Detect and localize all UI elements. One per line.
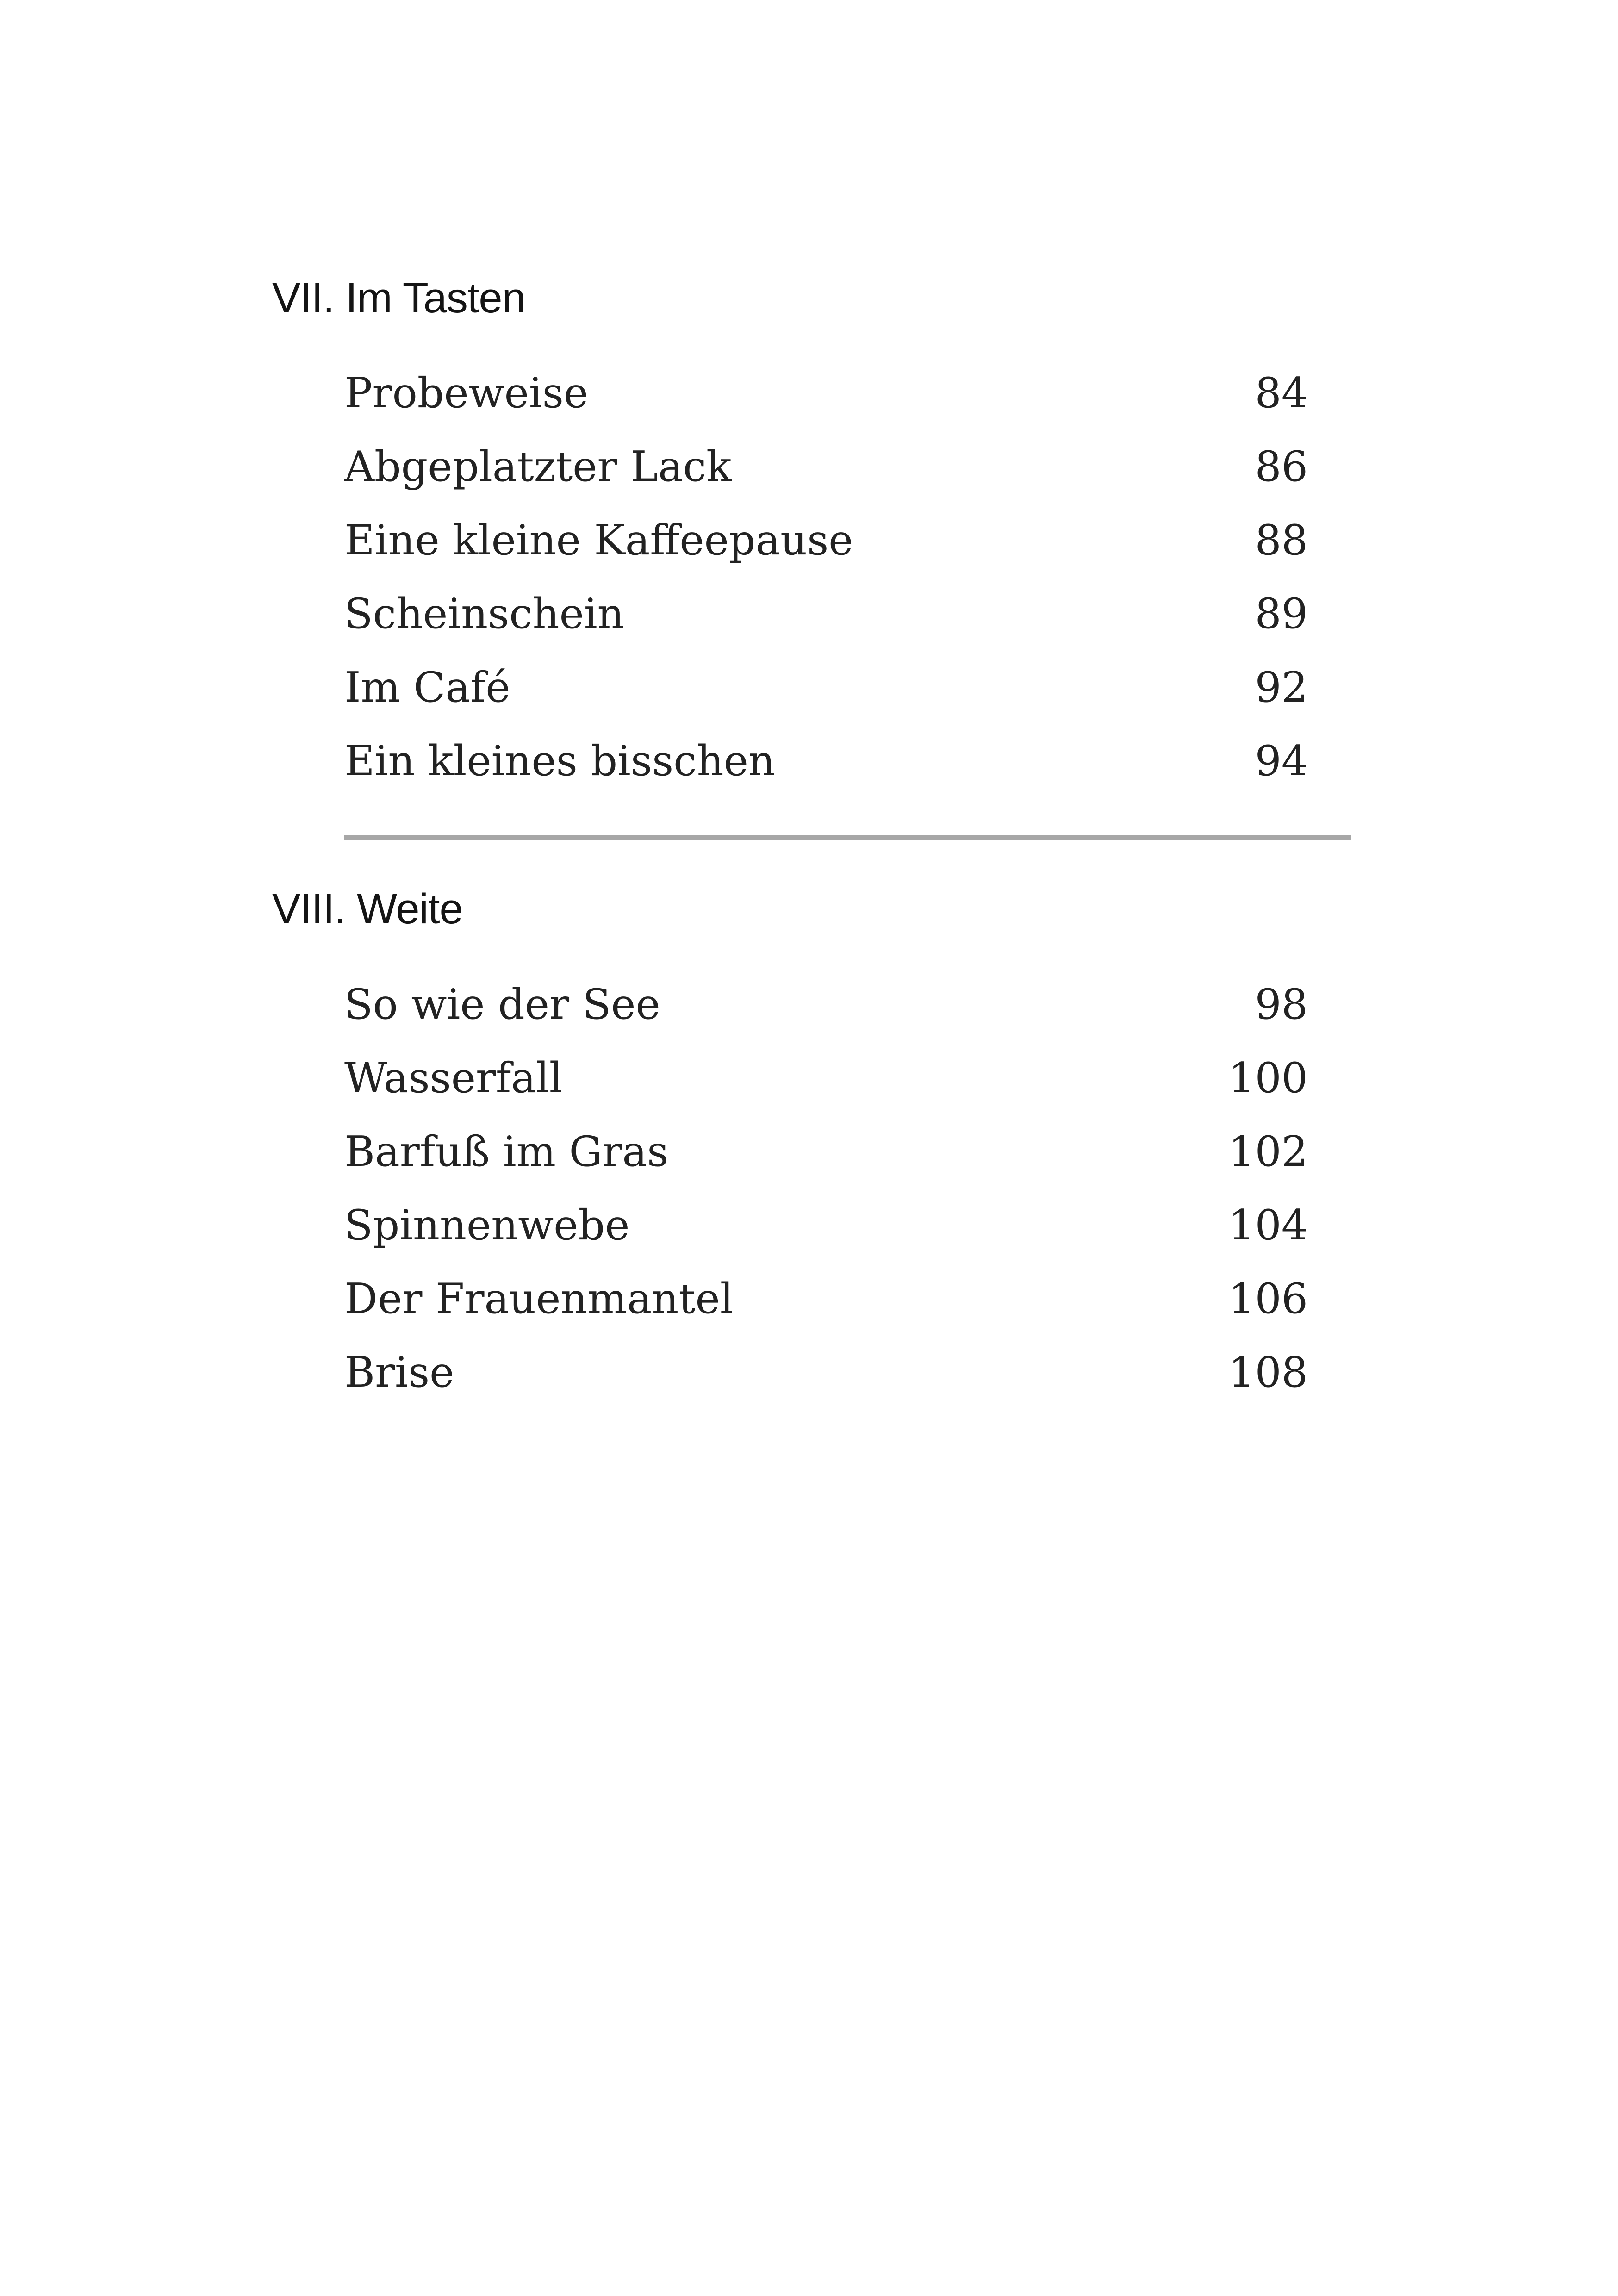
entry-title: Barfuß im Gras [344, 1127, 669, 1176]
entry-title: Probeweise [344, 369, 589, 417]
toc-entry[interactable] [344, 590, 1308, 649]
entry-title: Eine kleine Kaffeepause [344, 516, 853, 565]
entry-title: So wie der See [344, 980, 660, 1029]
entry-page-number: 106 [1228, 1275, 1308, 1323]
entry-title: Ein kleines bisschen [344, 737, 775, 785]
entry-title: Abgeplatzter Lack [344, 442, 732, 491]
entry-page-number: 100 [1228, 1054, 1308, 1102]
toc-entry[interactable] [344, 516, 1308, 575]
entry-page-number: 94 [1255, 737, 1308, 785]
toc-entry[interactable] [344, 1054, 1308, 1113]
entry-page-number: 102 [1228, 1127, 1308, 1176]
entry-title: Brise [344, 1348, 454, 1397]
entry-page-number: 104 [1228, 1201, 1308, 1250]
entry-title: Scheinschein [344, 590, 624, 638]
entry-page-number: 92 [1255, 663, 1308, 712]
entry-page-number: 88 [1255, 516, 1308, 565]
entry-page-number: 98 [1255, 980, 1308, 1029]
entry-page-number: 108 [1228, 1348, 1308, 1397]
toc-entry[interactable] [344, 1127, 1308, 1187]
entry-title: Wasserfall [344, 1054, 563, 1102]
section-title: VIII. Weite [272, 885, 463, 933]
toc-entry[interactable] [344, 1201, 1308, 1260]
entry-title: Im Café [344, 663, 510, 712]
toc-entry[interactable] [344, 1275, 1308, 1334]
entry-page-number: 89 [1255, 590, 1308, 638]
entry-page-number: 84 [1255, 369, 1308, 417]
toc-entry[interactable] [344, 442, 1308, 502]
toc-entry[interactable] [344, 369, 1308, 428]
toc-entry[interactable] [344, 1348, 1308, 1407]
section-title: VII. Im Tasten [272, 274, 525, 322]
toc-entry[interactable] [344, 663, 1308, 722]
entry-title: Der Frauenmantel [344, 1275, 734, 1323]
entry-title: Spinnenwebe [344, 1201, 630, 1250]
section-divider [344, 835, 1351, 840]
entry-page-number: 86 [1255, 442, 1308, 491]
toc-entry[interactable] [344, 980, 1308, 1039]
toc-entry[interactable] [344, 737, 1308, 796]
